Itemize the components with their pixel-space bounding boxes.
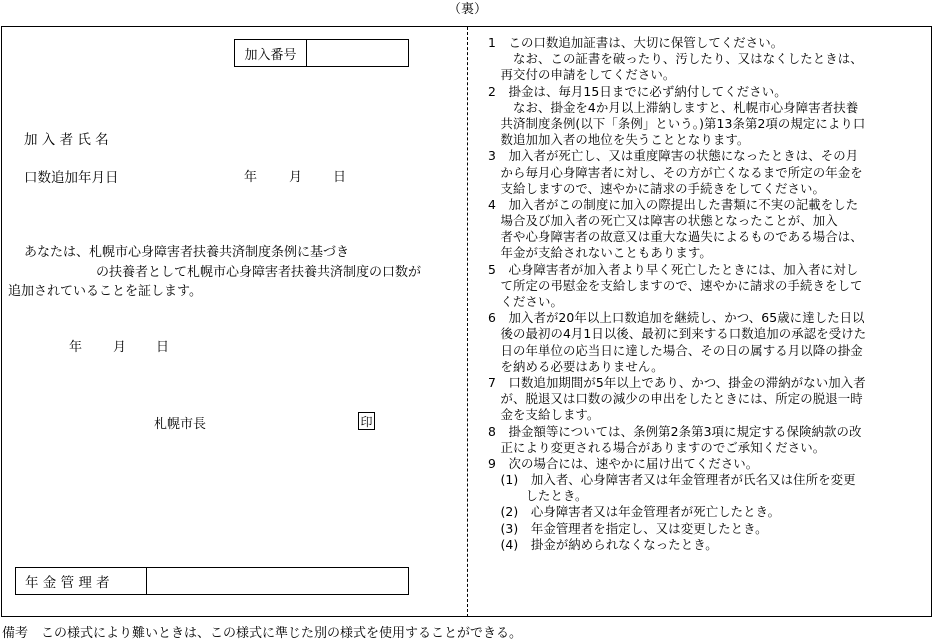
notes-line: (2) 心身障害者又は年金管理者が死亡したとき。 <box>488 504 781 520</box>
notes-line: 9 次の場合には、速やかに届け出てください。 <box>488 455 759 471</box>
notes-line: (3) 年金管理者を指定し、又は変更したとき。 <box>488 520 768 536</box>
notes-line: 場合及び加入者の死亡又は障害の状態となったことが、加入 <box>488 213 838 229</box>
issue-day: 日 <box>156 340 170 355</box>
notes-line: なお、この証書を破ったり、汚したり、又はなくしたときは、 <box>488 51 863 67</box>
notes-line: 共済制度条例(以下「条例」という。)第13条第2項の規定により口 <box>488 115 866 131</box>
notes-column <box>488 35 932 553</box>
date-label: 口数追加年月日 <box>24 170 119 186</box>
notes-line: なお、掛金を4か月以上滞納しますと、札幌市心身障害者扶養 <box>488 99 859 115</box>
date-year: 年 <box>244 170 258 185</box>
notes-line: 金を支給します。 <box>488 407 600 423</box>
certificate-text-line-3: 追加されていることを証します。 <box>8 284 202 299</box>
date-month: 月 <box>289 170 303 185</box>
notes-line: 再交付の申請をしてください。 <box>488 67 676 83</box>
notes-line: 4 加入者がこの制度に加入の際提出した書類に不実の記載をした <box>488 196 859 212</box>
footnote: 備考 この様式により難いときは、この様式に準じた別の様式を使用することができる。 <box>2 626 523 641</box>
pension-admin-field[interactable] <box>147 568 408 594</box>
notes-line: 支給しますので、速やかに請求の手続きをしてください。 <box>488 180 825 196</box>
member-number-box <box>234 39 409 67</box>
date-day: 日 <box>333 170 347 185</box>
notes-line: 数追加加入者の地位を失うこととなります。 <box>488 132 750 148</box>
notes-line: から毎月心身障害者に対し、その方が亡くなるまで所定の年金を <box>488 164 863 180</box>
mayor-label: 札幌市長 <box>154 417 207 432</box>
certificate-text-line-2: の扶養者として札幌市心身障害者扶養共済制度の口数が <box>96 265 422 280</box>
notes-line: 1 この口数追加証書は、大切に保管してください。 <box>488 35 784 50</box>
notes-line: 8 掛金額等については、条例第2条第3項に規定する保険納款の改 <box>488 423 862 439</box>
member-name-label: 加 入 者 氏 名 <box>24 132 109 148</box>
notes-line: 7 口数追加期間が5年以上であり、かつ、掛金の滞納がない加入者 <box>488 374 866 390</box>
seal-mark: 印 <box>358 412 375 430</box>
notes-line: ください。 <box>488 294 563 309</box>
notes-line: 後の最初の4月1日以後、最初に到来する口数追加の承認を受けた <box>488 326 867 342</box>
center-divider <box>467 27 468 617</box>
member-number-field[interactable] <box>307 40 408 66</box>
notes-line: 日の年単位の応当日に達した場合、その日の属する月以降の掛金 <box>488 342 863 358</box>
notes-line: (1) 加入者、心身障害者又は年金管理者が氏名又は住所を変更 <box>488 472 856 488</box>
notes-line: 年金が支給されないこともあります。 <box>488 245 712 261</box>
page-header: （裏） <box>447 2 487 17</box>
notes-line: 5 心身障害者が加入者より早く死亡したときには、加入者に対し <box>488 261 859 277</box>
issue-month: 月 <box>113 340 127 355</box>
pension-admin-box <box>15 567 409 595</box>
notes-line: したとき。 <box>488 488 588 504</box>
member-number-label: 加入番号 <box>235 40 307 66</box>
notes-line: を納める必要はありません。 <box>488 358 664 374</box>
pension-admin-label: 年 金 管 理 者 <box>16 568 147 594</box>
notes-line: 3 加入者が死亡し、又は重度障害の状態になったときは、その月 <box>488 148 859 164</box>
notes-line: 2 掛金は、毎月15日までに必ず納付してください。 <box>488 83 787 99</box>
notes-line: 者や心身障害者の故意又は重大な過失によるものである場合は、 <box>488 229 863 245</box>
notes-line: て所定の弔慰金を支給しますので、速やかに請求の手続きをして <box>488 277 863 293</box>
notes-line: (4) 掛金が納められなくなったとき。 <box>488 536 718 552</box>
certificate-text-line-1: あなたは、札幌市心身障害者扶養共済制度条例に基づき <box>24 245 350 260</box>
notes-line: 正により変更される場合がありますのでご承知ください。 <box>488 439 826 455</box>
notes-line: 6 加入者が20年以上口数追加を継続し、かつ、65歳に達した日以 <box>488 310 865 326</box>
notes-line: が、脱退又は口数の減少の申出をしたときには、所定の脱退一時 <box>488 391 863 407</box>
issue-year: 年 <box>69 340 83 355</box>
